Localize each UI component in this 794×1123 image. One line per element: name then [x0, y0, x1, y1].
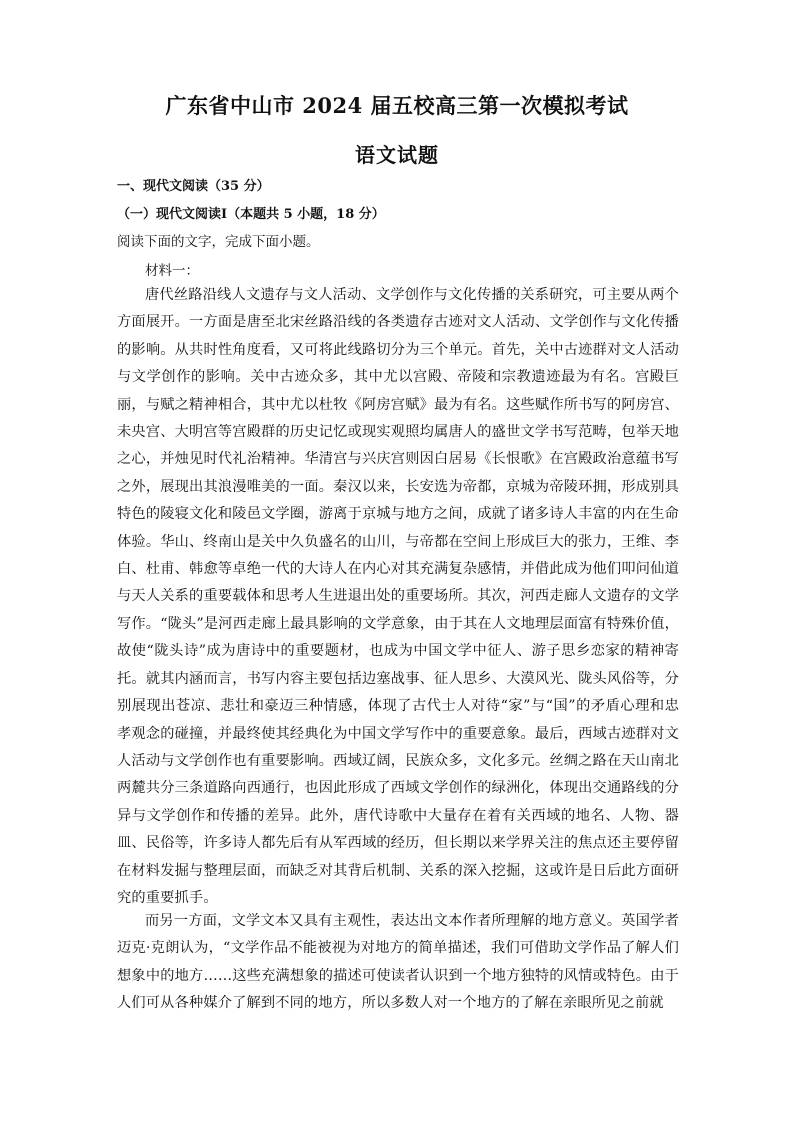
body-paragraph: 唐代丝路沿线人文遗存与文人活动、文学创作与文化传播的关系研究，可主要从两个方面展开。一方面是唐至北宋丝路沿线的各类遗存古迹对文人活动、文学创作与文化传播的影响。从共时性角度看，又可将此线路切分为三个单元。首先，关中古迹群对文人活动与文学创作的影响。关中古迹众多，其中尤以宫殿、帝陵和宗教遗迹最为有名。宫殿巨丽，与赋之精神相合，其中尤以杜牧《阿房宫赋》最为有名。这些赋作所书写的阿房宫、未央宫、大明宫等宫殿群的历史记忆或现实观照均属唐人的盛世文学书写范畴，包举天地之心，并烛见时代礼治精神。华清宫与兴庆宫则因白居易《长恨歌》在宫殿政治意蕴书写之外，展现出其浪漫唯美的一面。秦汉以来，长安选为帝都，京城为帝陵环拥，形成别具特色的陵寝文化和陵邑文学圈，游离于京城与地方之间，成就了诸多诗人丰富的内在生命体验。华山、终南山是关中久负盛名的山川，与帝都在空间上形成巨大的张力，王维、李白、杜甫、韩愈等卓绝一代的大诗人在内心对其充满复杂感情，并借此成为他们叩问仙道与天人关系的重要载体和思考人生进退出处的重要场所。其次，河西走廊人文遗存的文学写作。“陇头”是河西走廊上最具影响的文学意象，由于其在人文地理层面富有特殊价值，故使“陇头诗”成为唐诗中的重要题材，也成为中国文学中征人、游子思乡恋家的精神寄托。就其内涵而言，书写内容主要包括边塞战事、征人思乡、大漠风光、陇头风俗等，分别展现出苍凉、悲壮和豪迈三种情感，体现了古代士人对待“家”与“国”的矛盾心理和忠孝观念的碰撞，并最终使其经典化为中国文学写作中的重要意象。最后，西域古迹群对文人活动与文学创作也有重要影响。西域辽阔，民族众多，文化多元。丝绸之路在天山南北两麓共分三条道路向西通行，也因此形成了西域文学创作的绿洲化，体现出交通路线的分异与文学创作和传播的差异。此外，唐代诗歌中大量存在着有关西域的地名、人物、器皿、民俗等，许多诗人都先后有从军西域的经历，但长期以来学界关注的焦点还主要停留在材料发掘与整理层面，而缺乏对其背后机制、关系的深入挖掘，这或许是日后此方面研究的重要抓手。: [117, 287, 679, 906]
body-paragraph: 而另一方面，文学文本又具有主观性，表达出文本作者所理解的地方意义。英国学者迈克·克朗认为，“文学作品不能被视为对地方的简单描述，我们可借助文学作品了解人们想象中的地方……这些充满想象的描述可使读者认识到一个地方独特的风情或特色。由于人们可从各种媒介了解到不同的地方，所以多数人对一个地方的了解在亲眼所见之前就: [117, 913, 679, 1012]
sub-section-heading: （一）现代文阅读Ⅰ（本题共 5 小题，18 分）: [117, 207, 385, 222]
section-heading: 一、现代文阅读（35 分）: [117, 179, 270, 194]
material-label: 材料一：: [145, 263, 199, 279]
exam-subtitle: 语文试题: [355, 143, 439, 167]
exam-title: 广东省中山市 2024 届五校高三第一次模拟考试: [165, 93, 629, 118]
reading-instruction: 阅读下面的文字，完成下面小题。: [117, 234, 320, 250]
